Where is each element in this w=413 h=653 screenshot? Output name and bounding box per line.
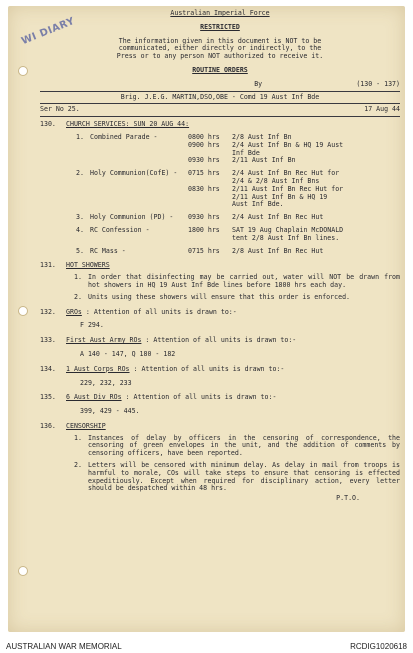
service-item bbox=[66, 248, 400, 256]
time: 0930 hrs bbox=[188, 213, 220, 222]
notice-line: Press or to any person NOT authorized to receive it. bbox=[116, 52, 324, 61]
punch-hole bbox=[18, 66, 28, 76]
section-title: CENSORSHIP bbox=[66, 421, 106, 430]
para-text: In order that disinfecting may be carried out, water will NOT be drawn from hot showers in HQ 19 Aust Inf Bde lines before 1800 hrs each day. bbox=[88, 273, 400, 289]
section-number: 131. bbox=[40, 261, 56, 270]
time bbox=[188, 201, 232, 209]
section-number: 130. bbox=[40, 120, 56, 129]
section-132 bbox=[40, 309, 400, 331]
paragraph bbox=[66, 294, 400, 302]
service-item bbox=[66, 214, 400, 222]
punch-hole bbox=[18, 306, 28, 316]
by-line bbox=[40, 81, 400, 89]
item-title: RC Mass - bbox=[90, 246, 126, 255]
time: 0930 hrs bbox=[188, 156, 220, 165]
section-text: : Attention of all units is drawn to:- bbox=[145, 336, 297, 345]
item-title: Holy Communion (PD) - bbox=[90, 213, 174, 222]
section-title: 1 Aust Corps ROs bbox=[66, 364, 130, 373]
section-number: 133. bbox=[40, 336, 56, 345]
desc: 2/11 Aust Inf Bn bbox=[232, 156, 296, 165]
notice-line: communicated, either directly or indirectly, to the bbox=[118, 44, 322, 53]
by-label: By bbox=[254, 79, 263, 88]
divider bbox=[40, 116, 400, 117]
paragraph bbox=[66, 462, 400, 493]
service-item bbox=[66, 227, 400, 243]
order-range: (130 - 137) bbox=[356, 79, 400, 88]
time bbox=[188, 194, 232, 202]
item-number: 5. bbox=[76, 246, 84, 255]
archive-footer bbox=[0, 639, 413, 653]
divider bbox=[40, 91, 400, 92]
item-number: 1. bbox=[76, 132, 84, 141]
issue-date: 17 Aug 44 bbox=[364, 105, 400, 114]
time: 0715 hrs bbox=[188, 246, 220, 255]
section-number: 132. bbox=[40, 307, 56, 316]
issuer: Brig. J.E.G. MARTIN,DSO,OBE - Comd 19 Aust Inf Bde bbox=[120, 92, 320, 101]
desc: Inf Bde bbox=[232, 148, 260, 157]
section-number: 136. bbox=[40, 421, 56, 430]
para-text: Letters will be censored with minimum delay. As delay in mail from troops is harmful to morale, COs will take steps to ensure that censoring is effected expeditiously. Except when required for disciplinary action, every letter should be despatched within 48 hrs. bbox=[88, 461, 400, 493]
desc: 2/4 & 2/8 Aust Inf Bns bbox=[232, 176, 320, 185]
order-references: F 294. bbox=[80, 321, 104, 330]
para-number: 1. bbox=[74, 273, 82, 282]
time: 0830 hrs bbox=[188, 184, 220, 193]
para-text: Units using these showers will ensure that this order is enforced. bbox=[88, 292, 351, 301]
desc: 2/4 Aust Inf Bn & HQ 19 Aust bbox=[232, 140, 344, 149]
desc: SAT 19 Aug Chaplain McDONALD bbox=[232, 225, 344, 234]
section-title: HOT SHOWERS bbox=[66, 261, 110, 270]
item-title: Holy Communion(CofE) - bbox=[90, 169, 178, 178]
time: 0900 hrs bbox=[188, 140, 220, 149]
item-number: 3. bbox=[76, 213, 84, 222]
archive-name: AUSTRALIAN WAR MEMORIAL bbox=[6, 641, 122, 651]
desc: 2/8 Aust Inf Bn Rec Hut bbox=[232, 246, 324, 255]
serial-number: Ser No 25. bbox=[40, 105, 80, 114]
item-number: 2. bbox=[76, 169, 84, 178]
order-references: 399, 429 - 445. bbox=[80, 407, 140, 416]
para-number: 2. bbox=[74, 292, 82, 301]
desc: 2/11 Aust Inf Bn & HQ 19 bbox=[232, 192, 328, 201]
archive-reference: RCDIG1020618 bbox=[350, 641, 407, 651]
time: 0715 hrs bbox=[188, 169, 220, 178]
desc: 2/4 Aust Inf Bn Rec Hut bbox=[232, 213, 324, 222]
restriction-notice bbox=[40, 38, 400, 61]
section-133 bbox=[40, 337, 400, 359]
section-136 bbox=[40, 423, 400, 493]
section-135 bbox=[40, 394, 400, 416]
desc: Aust Inf Bde. bbox=[232, 200, 284, 209]
item-title: RC Confession - bbox=[90, 225, 150, 234]
desc: 2/4 Aust Inf Bn Rec Hut for bbox=[232, 169, 340, 178]
item-title: Combined Parade - bbox=[90, 132, 158, 141]
section-title: CHURCH SERVICES: SUN 20 AUG 44: bbox=[66, 120, 190, 129]
section-number: 135. bbox=[40, 393, 56, 402]
notice-line: The information given in this document is NOT to be bbox=[118, 36, 322, 45]
section-title: GROs bbox=[66, 307, 82, 316]
para-number: 1. bbox=[74, 433, 82, 442]
divider bbox=[40, 103, 400, 104]
section-130 bbox=[40, 121, 400, 255]
time bbox=[188, 235, 232, 243]
routine-orders-heading: ROUTINE ORDERS bbox=[192, 65, 248, 74]
section-131 bbox=[40, 262, 400, 301]
serial-line bbox=[40, 106, 400, 114]
order-references: 229, 232, 233 bbox=[80, 378, 132, 387]
routine-orders-document bbox=[40, 10, 400, 503]
section-text: : Attention of all units is drawn to:- bbox=[125, 393, 277, 402]
document-title: Australian Imperial Force bbox=[170, 9, 270, 17]
paragraph bbox=[66, 435, 400, 458]
desc: 2/11 Aust Inf Bn Rec Hut for bbox=[232, 184, 344, 193]
desc: tent 2/8 Aust Inf Bn lines. bbox=[232, 233, 340, 242]
order-references: A 140 - 147, Q 180 - 182 bbox=[80, 349, 176, 358]
item-number: 4. bbox=[76, 225, 84, 234]
binder-holes bbox=[18, 6, 32, 632]
section-title: First Aust Army ROs bbox=[66, 336, 142, 345]
service-item bbox=[66, 170, 400, 209]
time: 1800 hrs bbox=[188, 225, 220, 234]
section-text: : Attention of all units is drawn to:- bbox=[85, 307, 237, 316]
handwritten-annotation: WI DIARY bbox=[19, 15, 77, 48]
desc: 2/8 Aust Inf Bn bbox=[232, 132, 292, 141]
punch-hole bbox=[18, 566, 28, 576]
section-number: 134. bbox=[40, 364, 56, 373]
section-text: : Attention of all units is drawn to:- bbox=[133, 364, 285, 373]
section-title: 6 Aust Div ROs bbox=[66, 393, 122, 402]
para-number: 2. bbox=[74, 461, 82, 470]
section-134 bbox=[40, 366, 400, 388]
restricted-label: RESTRICTED bbox=[200, 22, 240, 31]
time: 0800 hrs bbox=[188, 132, 220, 141]
page-turn-note: P.T.O. bbox=[336, 494, 360, 503]
para-text: Instances of delay by officers in the censoring of correspondence, the censoring of green envelopes in the unit, and the addition of comments by censoring officers, have been reported. bbox=[88, 433, 400, 458]
service-item bbox=[66, 134, 400, 165]
paragraph bbox=[66, 274, 400, 290]
